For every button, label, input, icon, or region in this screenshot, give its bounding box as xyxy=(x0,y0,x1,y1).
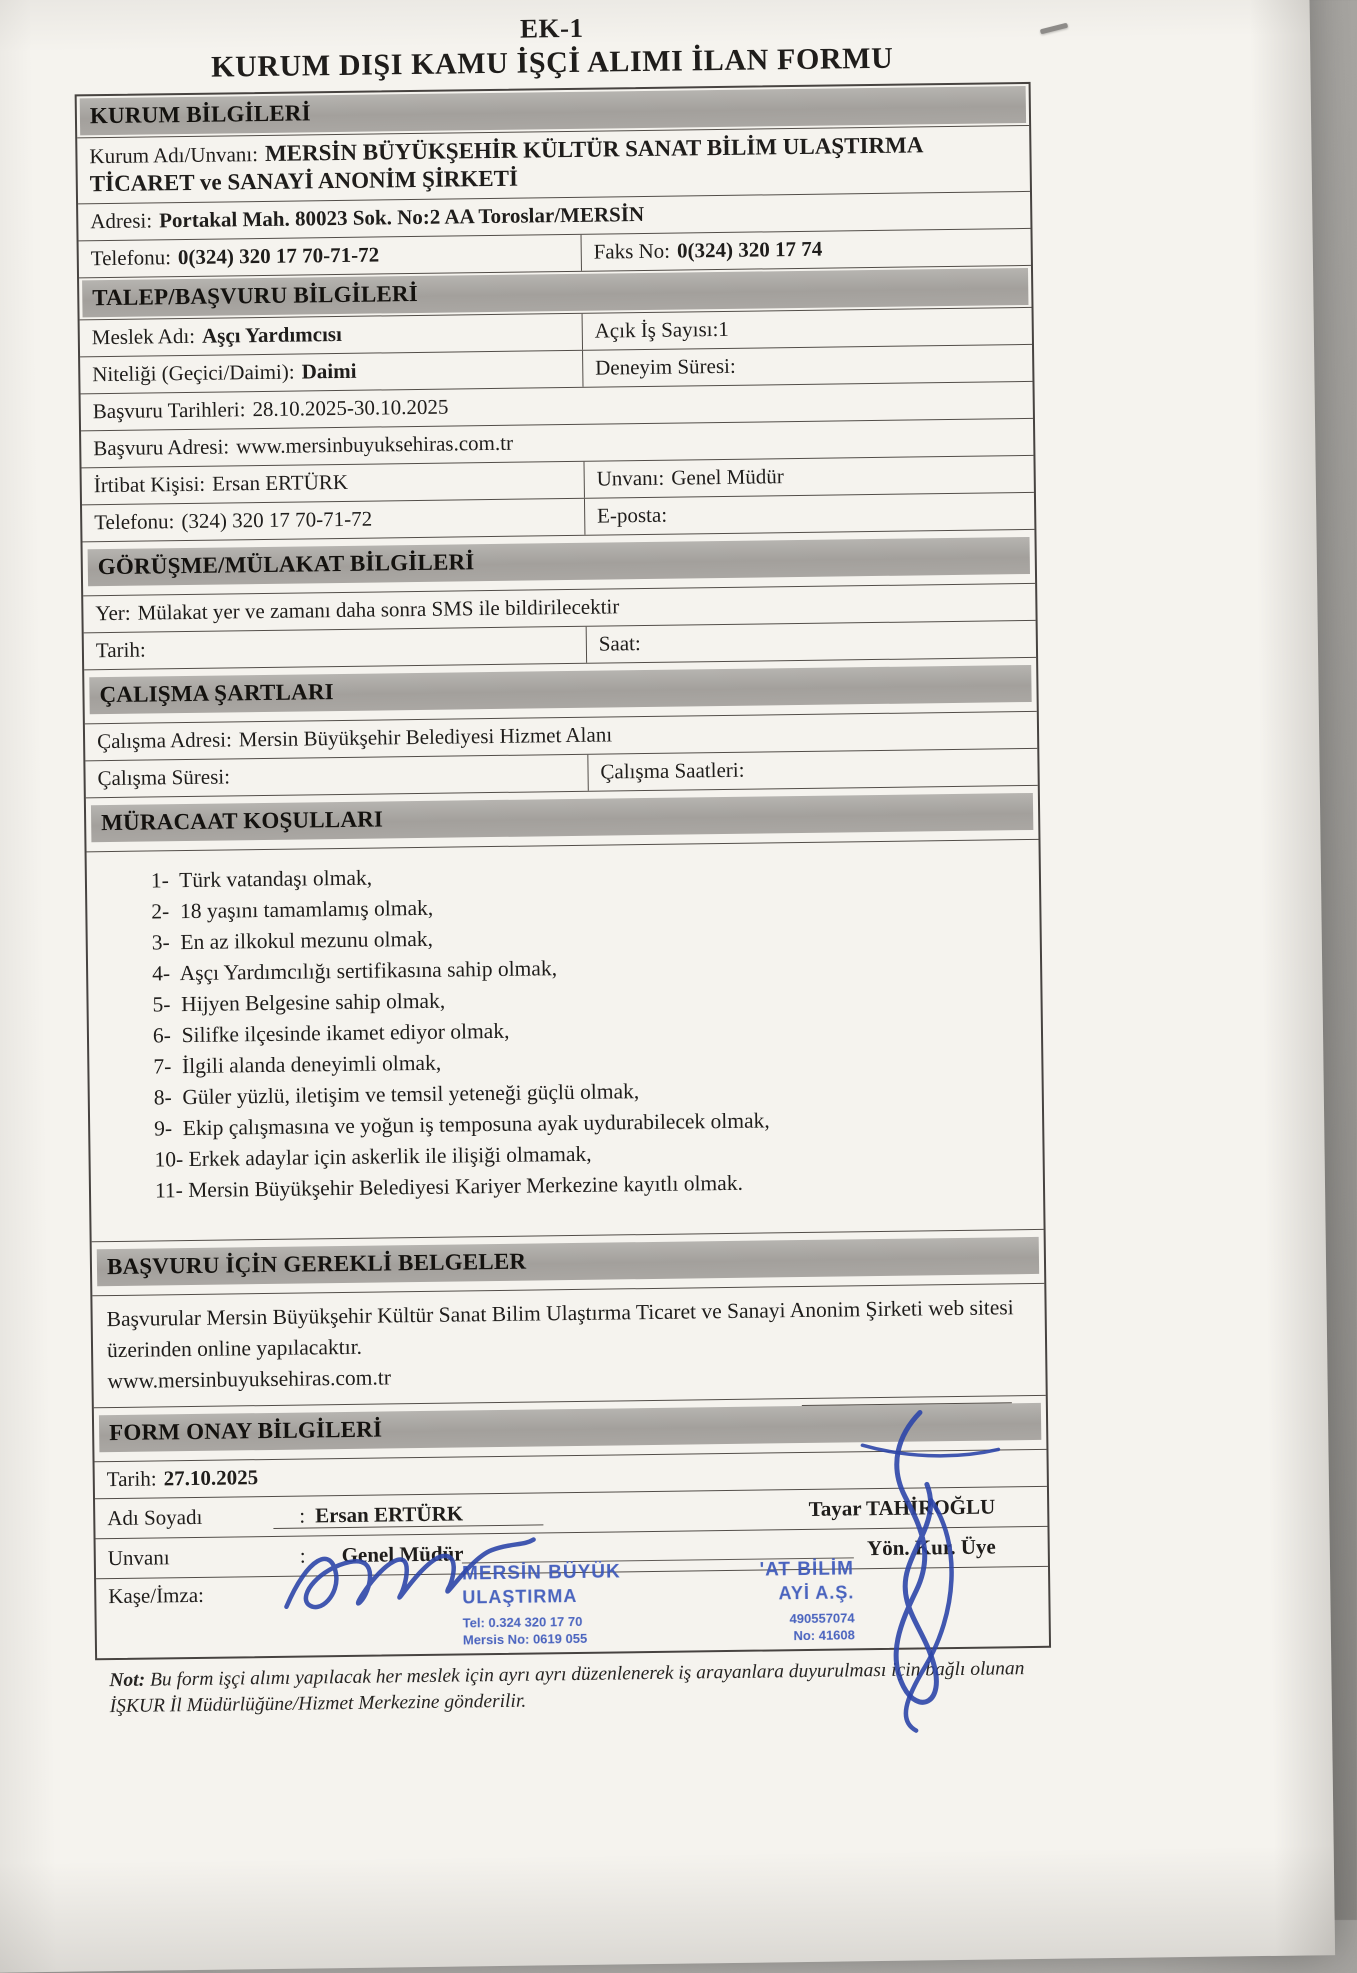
page-title: KURUM DIŞI KAMU İŞÇİ ALIMI İLAN FORMU xyxy=(74,40,1030,87)
cell-deneyim xyxy=(582,345,1033,387)
adi-soyadi-colon: : xyxy=(299,1504,305,1528)
cell-meslek xyxy=(80,314,582,357)
cell-acik-is xyxy=(581,308,1032,350)
onay-unvan-colon: : xyxy=(300,1544,306,1568)
belgeler-text-row xyxy=(92,1283,1045,1407)
cell-calisma-saatleri xyxy=(587,749,1038,791)
list-item: 7- İlgili alanda deneyimli olmak, xyxy=(153,1040,1021,1082)
note-line2: olunan İŞKUR İl Müdürlüğüne/Hizmet Merkezine gönderilir. xyxy=(110,1658,1025,1717)
onaylayan2-adi: Tayar TAHİROĞLU xyxy=(808,1493,995,1523)
section-talep-header: TALEP/BAŞVURU BİLGİLERİ xyxy=(82,268,1028,317)
faks-label: Faks No: xyxy=(593,239,670,264)
list-item: 5- Hijyen Belgesine sahip olmak, xyxy=(152,978,1020,1020)
deneyim-label: Deneyim Süresi: xyxy=(595,354,736,380)
adi-soyadi-left xyxy=(107,1499,463,1532)
stamp-text: MERSİN BÜYÜK xyxy=(462,1561,621,1585)
yer-label: Yer: xyxy=(95,601,131,625)
cell-saat xyxy=(586,621,1037,663)
form-table xyxy=(75,82,1051,1660)
list-item: 9- Ekip çalışmasına ve yoğun iş temposuna ayak uydurabilecek olmak, xyxy=(154,1102,1022,1144)
cell-eposta xyxy=(584,493,1035,535)
row-kurum-adi xyxy=(77,125,1030,203)
yer-value: Mülakat yer ve zamanı daha sonra SMS ile bildirilecektir xyxy=(137,594,619,624)
saat-label: Saat: xyxy=(599,631,641,656)
stamp-text: AYİ A.Ş. xyxy=(778,1582,854,1604)
onaylayan2-unvan: Yön. Kur. Üye xyxy=(867,1533,996,1563)
telefon-value: 0(324) 320 17 70-71-72 xyxy=(178,242,380,269)
section-belgeler-header: BAŞVURU İÇİN GEREKLİ BELGELER xyxy=(97,1237,1039,1286)
kurum-adi-value: MERSİN BÜYÜKŞEHİR KÜLTÜR SANAT BİLİM ULAŞTIRMA TİCARET ve SANAYİ ANONİM ŞİRKETİ xyxy=(90,132,923,196)
irtibat-label: İrtibat Kişisi: xyxy=(94,472,206,497)
acik-is-label: Açık İş Sayısı: xyxy=(595,317,719,343)
cell-nitelik xyxy=(80,351,582,394)
cell-faks xyxy=(580,229,1031,271)
stamp-text: 490557074 xyxy=(789,1610,854,1626)
section-muracaat-header: MÜRACAAT KOŞULLARI xyxy=(91,793,1033,842)
cell-calisma-suresi xyxy=(85,755,587,798)
cell-telefon xyxy=(79,235,581,278)
section-calisma-header: ÇALIŞMA ŞARTLARI xyxy=(89,665,1031,714)
onay-unvan-left xyxy=(108,1539,464,1572)
telefon2-label: Telefonu: xyxy=(94,509,174,534)
acik-is-value: 1 xyxy=(718,317,729,341)
adres-label: Adresi: xyxy=(90,208,152,233)
belgeler-text: Başvurular Mersin Büyükşehir Kültür Sanat Bilim Ulaştırma Ticaret ve Sanayi Anonim Şirketi web sitesi üzerinden online yapılacaktır. xyxy=(106,1292,1031,1366)
calisma-sure-label: Çalışma Süresi: xyxy=(97,764,230,790)
tarihler-label: Başvuru Tarihleri: xyxy=(93,397,246,423)
unvan-label: Unvanı: xyxy=(596,466,664,491)
section-gorusme-header: GÖRÜŞME/MÜLAKAT BİLGİLERİ xyxy=(88,537,1030,586)
nitelik-label: Niteliği (Geçici/Daimi): xyxy=(92,360,295,387)
list-item: 1- Türk vatandaşı olmak, xyxy=(151,854,1019,896)
list-item: 3- En az ilkokul mezunu olmak, xyxy=(152,916,1020,958)
stamp-text: 'AT BİLİM xyxy=(759,1558,854,1581)
list-item: 10- Erkek adaylar için askerlik ile ilişiği olmamak, xyxy=(154,1133,1022,1175)
section-kurum-header: KURUM BİLGİLERİ xyxy=(80,86,1026,135)
stamp-text: Mersis No: 0619 055 xyxy=(463,1631,587,1648)
kurum-adi-label: Kurum Adı/Unvanı: xyxy=(89,142,258,168)
meslek-value: Aşçı Yardımcısı xyxy=(202,322,342,348)
adres-value: Portakal Mah. 80023 Sok. No:2 AA Toroslar/MERSİN xyxy=(159,202,644,232)
calisma-saatler-label: Çalışma Saatleri: xyxy=(600,758,744,784)
row-kase-imza xyxy=(96,1566,1049,1658)
kase-label: Kaşe/İmza: xyxy=(108,1583,204,1608)
nitelik-value: Daimi xyxy=(301,359,356,384)
onay-tarih-label: Tarih: xyxy=(107,1466,157,1491)
basvuru-adres-value: www.mersinbuyuksehiras.com.tr xyxy=(236,431,513,459)
tarihler-value: 28.10.2025-30.10.2025 xyxy=(252,395,448,422)
onay-unvan-label: Unvanı xyxy=(108,1542,300,1573)
list-item: 6- Silifke ilçesinde ikamet ediyor olmak, xyxy=(153,1009,1021,1051)
faks-value: 0(324) 320 17 74 xyxy=(677,237,823,263)
doc-code: EK-1 xyxy=(74,7,1030,51)
cell-telefon2 xyxy=(82,499,584,542)
stamp-text: ULAŞTIRMA xyxy=(462,1586,577,1609)
list-item: 11- Mersin Büyükşehir Belediyesi Kariyer Merkezine kayıtlı olmak. xyxy=(155,1164,1023,1206)
adi-soyadi-value: Ersan ERTÜRK xyxy=(315,1501,463,1527)
telefon-label: Telefonu: xyxy=(91,245,171,270)
document-content xyxy=(74,7,1052,1720)
cell-tarih xyxy=(84,627,586,670)
list-item: 2- 18 yaşını tamamlamış olmak, xyxy=(151,885,1019,927)
telefon2-value: (324) 320 17 70-71-72 xyxy=(181,507,372,533)
calisma-adres-label: Çalışma Adresi: xyxy=(97,727,232,753)
onay-unvan-value: Genel Müdür xyxy=(341,1541,463,1567)
onay-tarih-value: 27.10.2025 xyxy=(163,1465,258,1490)
unvan-value: Genel Müdür xyxy=(671,464,784,489)
footer-note xyxy=(109,1656,1054,1720)
stamp-text: No: 41608 xyxy=(793,1627,855,1643)
list-item: 8- Güler yüzlü, iletişim ve temsil yeteneği güçlü olmak, xyxy=(154,1071,1022,1113)
belgeler-url: www.mersinbuyuksehiras.com.tr xyxy=(107,1354,1031,1397)
note-line1: Bu form işçi alımı yapılacak her meslek için ayrı ayrı düzenlenerek iş arayanlara duyurulması için bağlı xyxy=(150,1659,966,1691)
tarih-label: Tarih: xyxy=(96,638,146,663)
basvuru-adres-label: Başvuru Adresi: xyxy=(93,434,229,460)
meslek-label: Meslek Adı: xyxy=(92,324,196,349)
list-item: 4- Aşçı Yardımcılığı sertifikasına sahip olmak, xyxy=(152,947,1020,989)
stamp-text: Tel: 0.324 320 17 70 xyxy=(463,1614,583,1631)
muracaat-list xyxy=(87,839,1044,1241)
eposta-label: E-posta: xyxy=(597,503,667,528)
cell-unvan xyxy=(583,456,1034,498)
irtibat-value: Ersan ERTÜRK xyxy=(212,470,348,496)
note-label: Not: xyxy=(109,1670,145,1691)
calisma-adres-value: Mersin Büyükşehir Belediyesi Hizmet Alanı xyxy=(239,722,613,751)
section-onay-header: FORM ONAY BİLGİLERİ xyxy=(99,1403,1041,1452)
adi-soyadi-label: Adı Soyadı xyxy=(107,1502,299,1533)
cell-irtibat xyxy=(82,462,584,505)
